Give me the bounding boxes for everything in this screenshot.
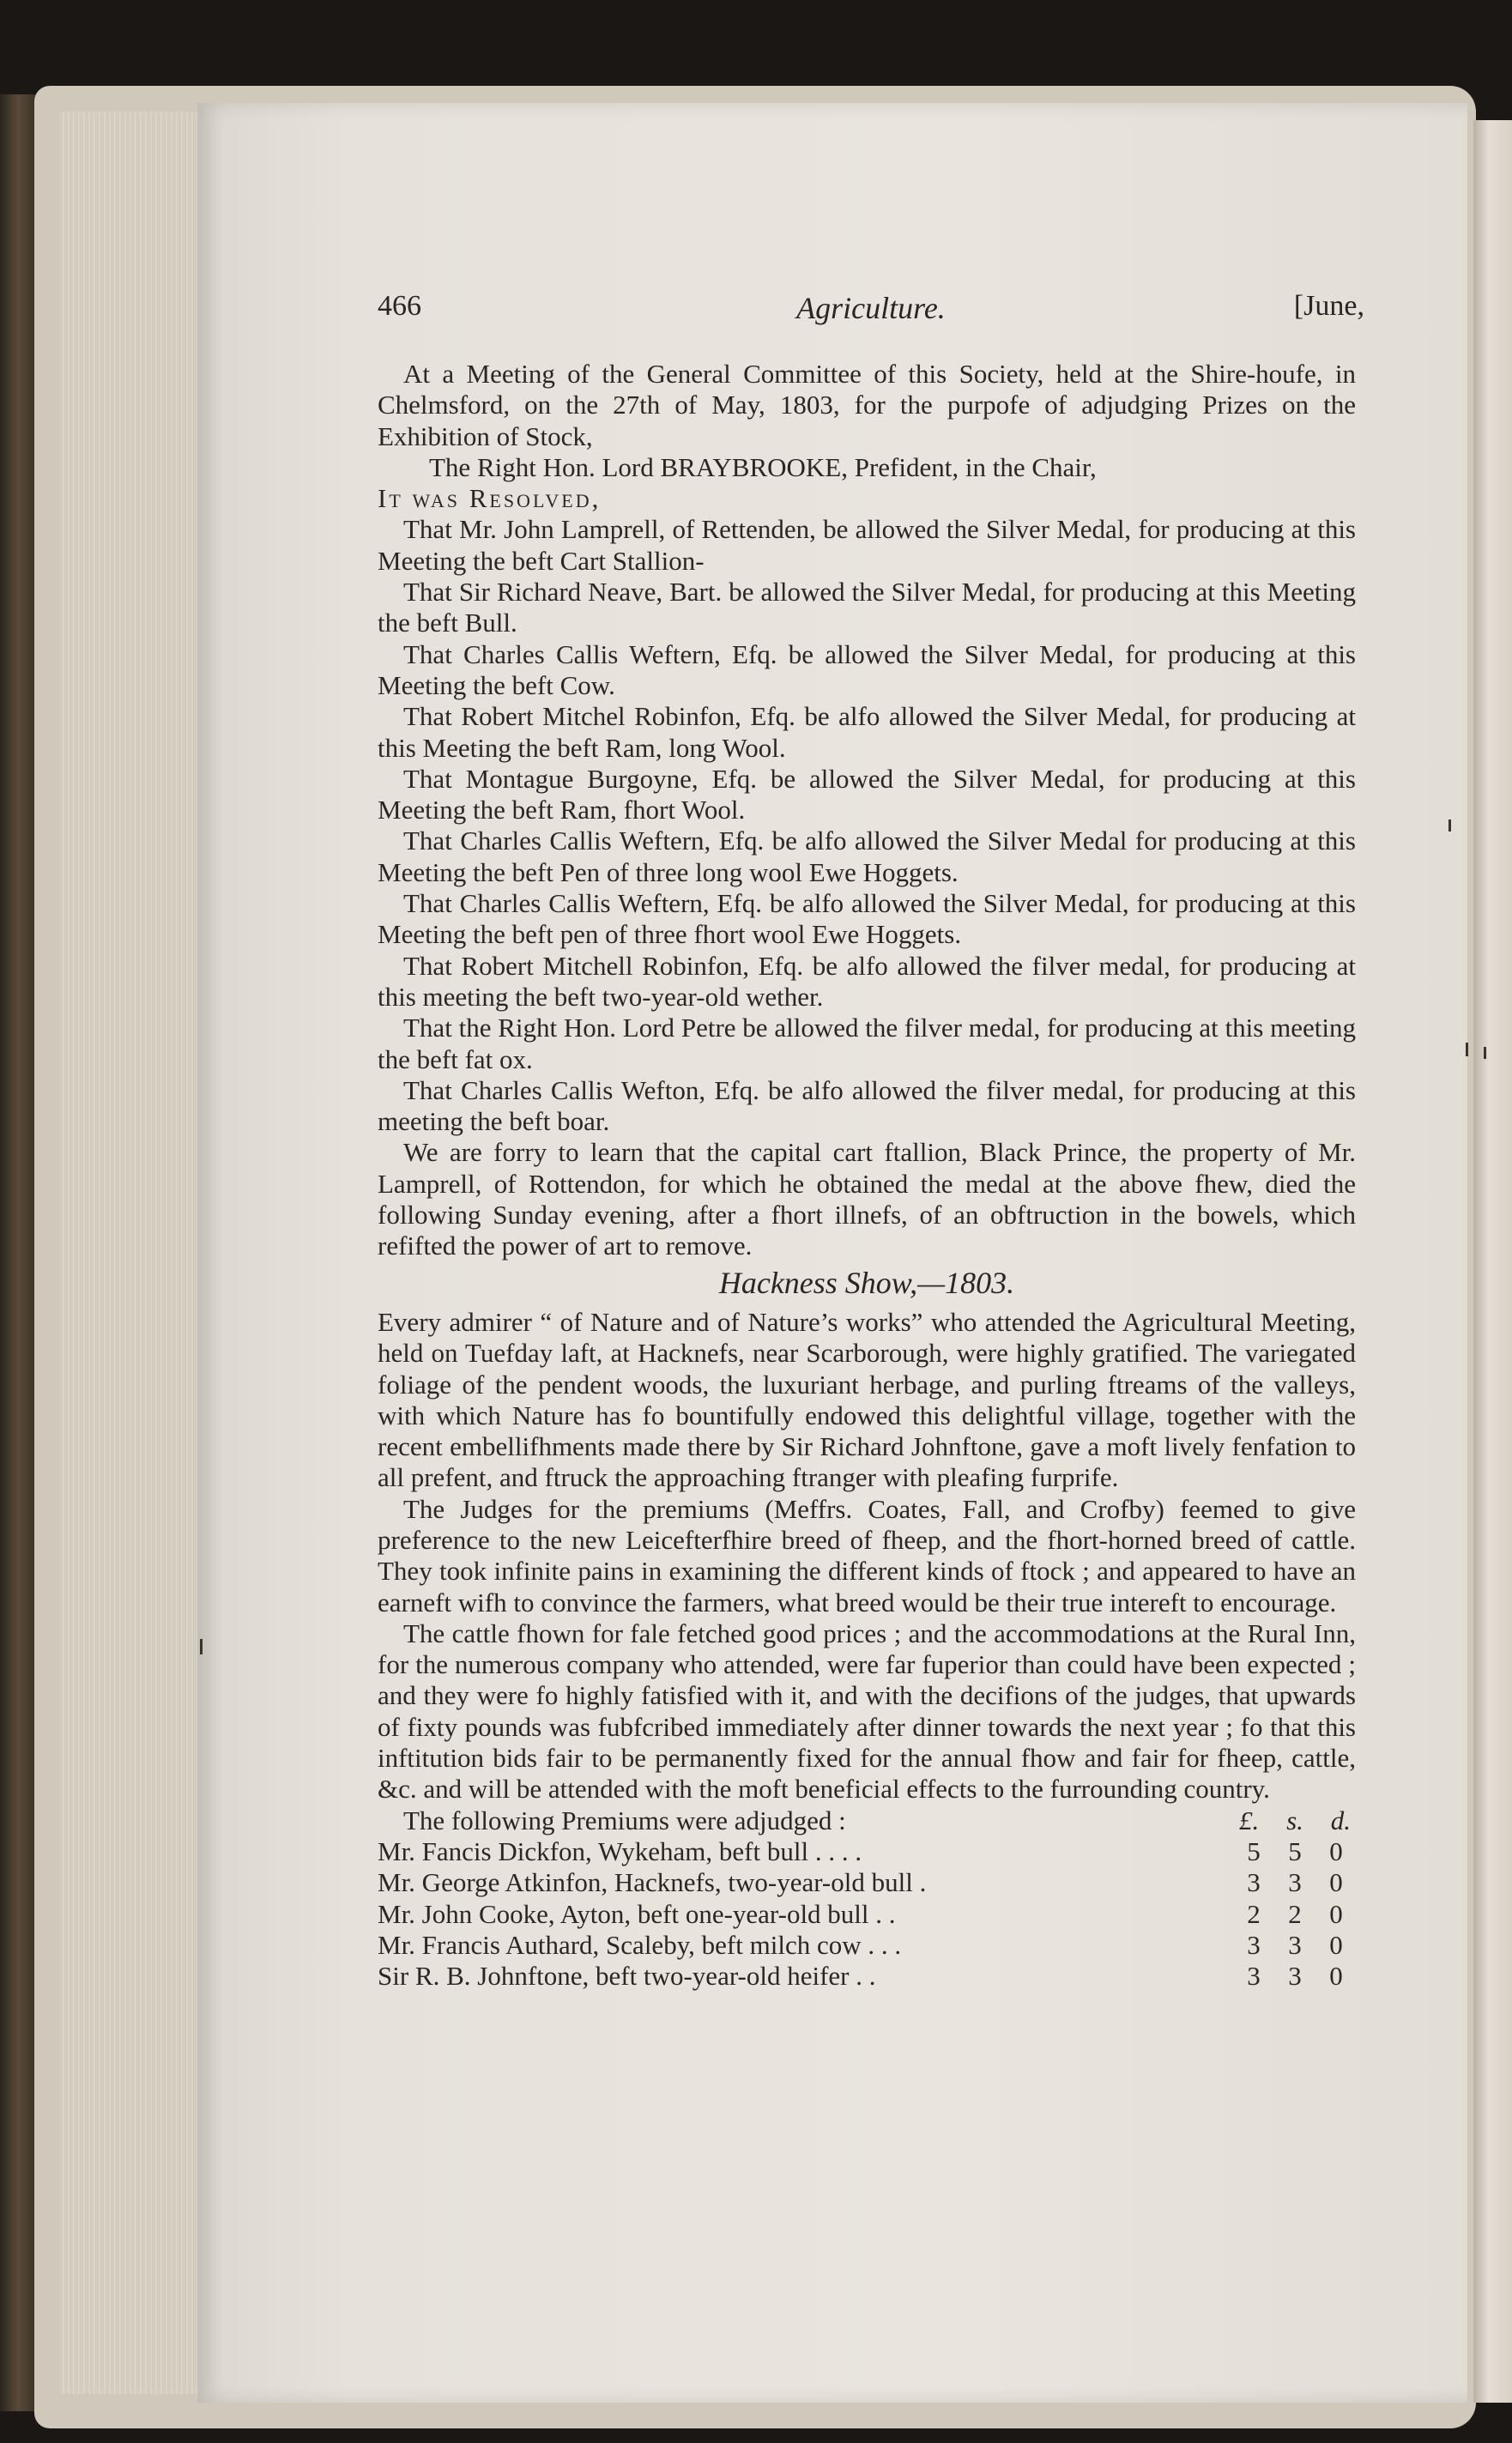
paragraph: That Montague Burgoyne, Efq. be allowed the Silver Medal, for producing at this Meeting the beft Ram, fhort Wool.	[378, 763, 1356, 825]
paragraph: At a Meeting of the General Committee of this Society, held at the Shire-houfe, in Chelmsford, on the 27th of May, 1803, for the purpofe of adjudging Prizes on the Exhibition of Stock,	[378, 359, 1356, 451]
paragraph: That Charles Callis Weftern, Efq. be alfo allowed the Silver Medal, for producing at this Meeting the beft pen of three fhort wool Ewe Hoggets.	[378, 888, 1356, 950]
paragraph: That Charles Callis Weftern, Efq. be alfo allowed the Silver Medal for producing at this Meeting the beft Pen of three long wool Ewe Hoggets.	[378, 825, 1356, 887]
currency-pence-header: d.	[1330, 1805, 1351, 1835]
paragraph: That Sir Richard Neave, Bart. be allowed the Silver Medal, for producing at this Meeting the beft Bull.	[378, 577, 1356, 638]
page-body	[378, 359, 1356, 1992]
premium-row	[378, 1930, 1356, 1961]
premium-row	[378, 1836, 1356, 1867]
paragraph: Every admirer “ of Nature and of Nature’s works” who attended the Agricultural Meeting, held on Tuefday laft, at Hacknefs, near Scarborough, were highly gratified. The variegated foliage of the pendent woods, the luxuriant herbage, and purling ftreams of the valleys, with which Nature has fo bountifully endowed this delightful village, together with the recent embellifhments made there by Sir Richard Johnftone, gave a moft lively fenfation to all prefent, and ftruck the approaching ftranger with pleafing furprife.	[378, 1306, 1356, 1493]
next-page-edge	[1473, 120, 1512, 2403]
premium-pounds: 3	[1247, 1867, 1261, 1898]
premiums-header	[378, 1805, 1356, 1836]
paragraph: The Right Hon. Lord BRAYBROOKE, Prefident, in the Chair,	[429, 451, 1097, 482]
paragraph: That Robert Mitchel Robinfon, Efq. be alfo allowed the Silver Medal, for producing at this Meeting the beft Ram, long Wool.	[378, 701, 1356, 763]
section-title: Hackness Show,—1803.	[718, 1265, 1015, 1300]
premium-desc: Mr. Fancis Dickfon, Wykeham, beft bull . . . .	[378, 1835, 862, 1866]
paragraph: That Robert Mitchell Robinfon, Efq. be alfo allowed the filver medal, for producing at this meeting the beft two-year-old wether.	[378, 950, 1356, 1012]
premium-desc: Mr. George Atkinfon, Hacknefs, two-year-old bull .	[378, 1867, 927, 1898]
paragraph: That Mr. John Lamprell, of Rettenden, be allowed the Silver Medal, for producing at this Meeting the beft Cart Stallion-	[378, 514, 1356, 576]
premium-shillings: 2	[1288, 1898, 1302, 1929]
premium-pence: 0	[1329, 1961, 1343, 1992]
page-header	[378, 290, 1364, 328]
margin-mark	[1466, 1043, 1468, 1056]
premium-shillings: 3	[1288, 1867, 1302, 1898]
premium-pounds: 5	[1247, 1835, 1261, 1866]
paragraph: It was Resolved,	[378, 483, 602, 514]
premium-row	[378, 1899, 1356, 1930]
paragraph: That the Right Hon. Lord Petre be allowed the filver medal, for producing at this meeting the beft fat ox.	[378, 1013, 1356, 1074]
premium-desc: Mr. John Cooke, Ayton, beft one-year-old bull . .	[378, 1898, 896, 1929]
paragraph: The Judges for the premiums (Meffrs. Coates, Fall, and Crofby) feemed to give preference to the new Leicefterfhire breed of fheep, and the fhort-horned breed of cattle. They took infinite pains in examining the different kinds of ftock ; and appeared to have an earneft wifh to convince the farmers, what breed would be their true intereft to encourage.	[378, 1493, 1356, 1618]
premium-pence: 0	[1329, 1898, 1343, 1929]
margin-mark	[1484, 1047, 1486, 1059]
premium-pence: 0	[1329, 1867, 1343, 1898]
premium-pence: 0	[1329, 1929, 1343, 1960]
margin-mark	[200, 1639, 203, 1654]
paragraph: The cattle fhown for fale fetched good prices ; and the accommodations at the Rural Inn, for the numerous company who attended, were far fuperior than could have been expected ; and they were fo highly fatisfied with it, and with the decifions of the judges, that upwards of fixty pounds was fubfcribed immediately after dinner towards the next year ; fo that this inftitution bids fair to be permanently fixed for the annual fhow and fair for fheep, cattle, &c. and will be attended with the moft beneficial effects to the furrounding country.	[378, 1618, 1356, 1805]
currency-pounds-header: £.	[1239, 1805, 1260, 1835]
premium-shillings: 3	[1288, 1929, 1302, 1960]
page-edges	[60, 112, 206, 2394]
margin-mark	[1448, 819, 1451, 831]
premium-pounds: 3	[1247, 1929, 1261, 1960]
premiums-intro: The following Premiums were adjudged :	[403, 1805, 846, 1835]
premium-row	[378, 1867, 1356, 1898]
page-number: 466	[378, 290, 421, 322]
paragraph: That Charles Callis Weftern, Efq. be allowed the Silver Medal, for producing at this Meeting the beft Cow.	[378, 638, 1356, 700]
premium-shillings: 3	[1288, 1961, 1302, 1992]
running-title: Agriculture.	[796, 291, 946, 325]
premium-pence: 0	[1329, 1835, 1343, 1866]
premium-pounds: 2	[1247, 1898, 1261, 1929]
running-date: [June,	[1293, 290, 1364, 322]
paragraph: We are forry to learn that the capital cart ftallion, Black Prince, the property of Mr. Lamprell, of Rottendon, for which he obtained the medal at the above fhew, died the following Sunday evening, after a fhort illnefs, of an obftruction in the bowels, which refifted the power of art to remove.	[378, 1137, 1356, 1261]
premium-row	[378, 1961, 1356, 1992]
premium-desc: Sir R. B. Johnftone, beft two-year-old heifer . .	[378, 1961, 876, 1992]
premium-desc: Mr. Francis Authard, Scaleby, beft milch cow . . .	[378, 1929, 902, 1960]
premium-pounds: 3	[1247, 1961, 1261, 1992]
paragraph: That Charles Callis Wefton, Efq. be alfo allowed the filver medal, for producing at this meeting the beft boar.	[378, 1074, 1356, 1137]
premium-shillings: 5	[1288, 1835, 1302, 1866]
currency-shillings-header: s.	[1286, 1805, 1303, 1835]
